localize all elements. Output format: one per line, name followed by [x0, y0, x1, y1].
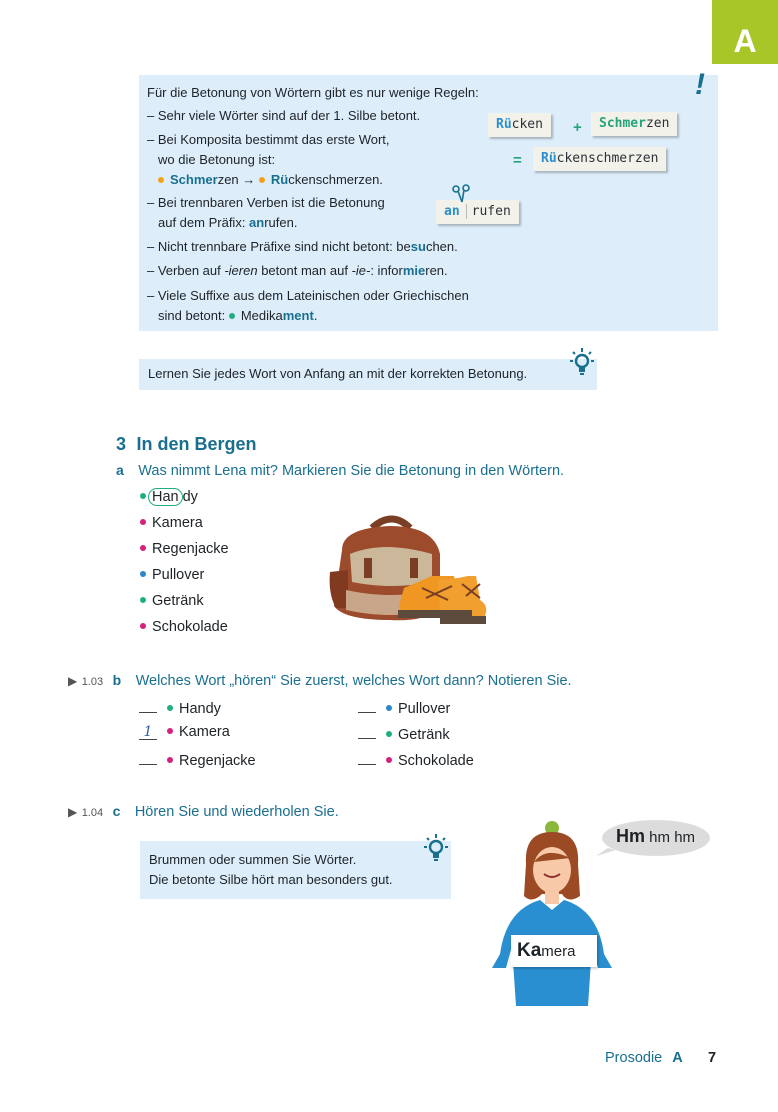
rule-5: – Verben auf -ieren betont man auf -ie-: informieren. — [147, 263, 448, 278]
order-item-kamera[interactable]: 1 Kamera — [139, 724, 230, 740]
section-tab: A — [712, 0, 778, 64]
rules-intro: Für die Betonung von Wörtern gibt es nur wenige Regeln: — [147, 85, 479, 100]
magenta-dot-icon — [167, 728, 173, 734]
word-kamera[interactable]: Kamera — [140, 515, 203, 531]
order-item-pullover[interactable]: Pullover — [358, 698, 450, 717]
rule-6: – Viele Suffixe aus dem Lateinischen oder Griechischen sind betont: Medikament. — [147, 288, 469, 323]
word-card-rueckenschmerzen: Rückenschmerzen — [533, 147, 666, 171]
word-getraenk[interactable]: Getränk — [140, 593, 204, 609]
orange-dot-icon — [259, 177, 265, 183]
word-card-schmerzen: Schmerzen — [591, 112, 677, 136]
blue-dot-icon — [140, 571, 146, 577]
section-heading: 3 In den Bergen — [116, 434, 257, 454]
order-item-schokolade[interactable]: Schokolade — [358, 750, 474, 769]
magenta-dot-icon — [140, 623, 146, 629]
answer-blank[interactable] — [139, 698, 157, 713]
order-item-getraenk[interactable]: Getränk — [358, 724, 450, 743]
answer-blank[interactable]: 1 — [139, 725, 157, 740]
word-schokolade[interactable]: Schokolade — [140, 619, 228, 635]
orange-dot-icon — [158, 177, 164, 183]
magenta-dot-icon — [386, 757, 392, 763]
word-handy[interactable]: Han dy — [140, 489, 198, 505]
green-dot-icon — [386, 731, 392, 737]
rule-1: – Sehr viele Wörter sind auf der 1. Silbe betont. — [147, 108, 421, 123]
word-card-anrufen: an rufen — [436, 200, 519, 224]
answer-blank[interactable] — [358, 724, 376, 739]
answer-blank[interactable] — [139, 750, 157, 765]
plus-sign: + — [573, 119, 582, 136]
backpack-boots-illustration — [322, 510, 490, 632]
tip-text: Lernen Sie jedes Wort von Anfang an mit der korrekten Betonung. — [148, 366, 528, 381]
page-number: 7 — [708, 1050, 717, 1066]
arrow-right-icon: → — [242, 172, 256, 187]
magenta-dot-icon — [140, 519, 146, 525]
exercise-c-heading: ▶ 1.04 c Hören Sie und wiederholen Sie. — [68, 803, 339, 820]
exclamation-icon: ! — [695, 68, 705, 101]
answer-blank[interactable] — [358, 698, 376, 713]
exercise-a-heading: a Was nimmt Lena mit? Markieren Sie die Betonung in den Wörtern. — [116, 462, 565, 479]
order-item-handy[interactable]: Handy — [139, 698, 221, 717]
tip-text: Brummen oder summen Sie Wörter. Die betonte Silbe hört man besonders gut. — [149, 852, 393, 887]
footer-section: Prosodie A — [605, 1050, 683, 1066]
answer-blank[interactable] — [358, 750, 376, 765]
scissors-icon — [451, 184, 473, 204]
sign-text: Kamera — [517, 940, 576, 961]
speech-bubble-text: Hm hm hm — [616, 826, 696, 846]
exercise-b-heading: ▶ 1.03 b Welches Wort „hören“ Sie zuerst, welches Wort dann? Notieren Sie. — [68, 672, 572, 689]
equals-sign: = — [513, 152, 522, 169]
play-icon[interactable]: ▶ — [68, 674, 78, 688]
order-item-regenjacke[interactable]: Regenjacke — [139, 750, 256, 769]
woman-holding-sign-illustration — [488, 818, 622, 1008]
rule-3: – Bei trennbaren Verben ist die Betonung auf dem Präfix: anrufen. — [147, 195, 385, 230]
green-dot-icon — [229, 313, 235, 319]
play-icon[interactable]: ▶ — [68, 805, 78, 819]
blue-dot-icon — [386, 705, 392, 711]
lightbulb-icon — [420, 834, 454, 864]
green-dot-icon — [140, 493, 146, 499]
green-dot-icon — [140, 597, 146, 603]
word-regenjacke[interactable]: Regenjacke — [140, 541, 229, 557]
magenta-dot-icon — [140, 545, 146, 551]
rule-2: – Bei Komposita bestimmt das erste Wort, wo die Betonung ist: Schmerzen → Rückenschmerzen. — [147, 132, 390, 187]
word-card-ruecken: Rücken — [488, 113, 551, 137]
green-dot-icon — [167, 705, 173, 711]
rule-4: – Nicht trennbare Präfixe sind nicht betont: besuchen. — [147, 239, 458, 254]
lightbulb-icon — [566, 348, 600, 378]
word-pullover[interactable]: Pullover — [140, 567, 204, 583]
magenta-dot-icon — [167, 757, 173, 763]
